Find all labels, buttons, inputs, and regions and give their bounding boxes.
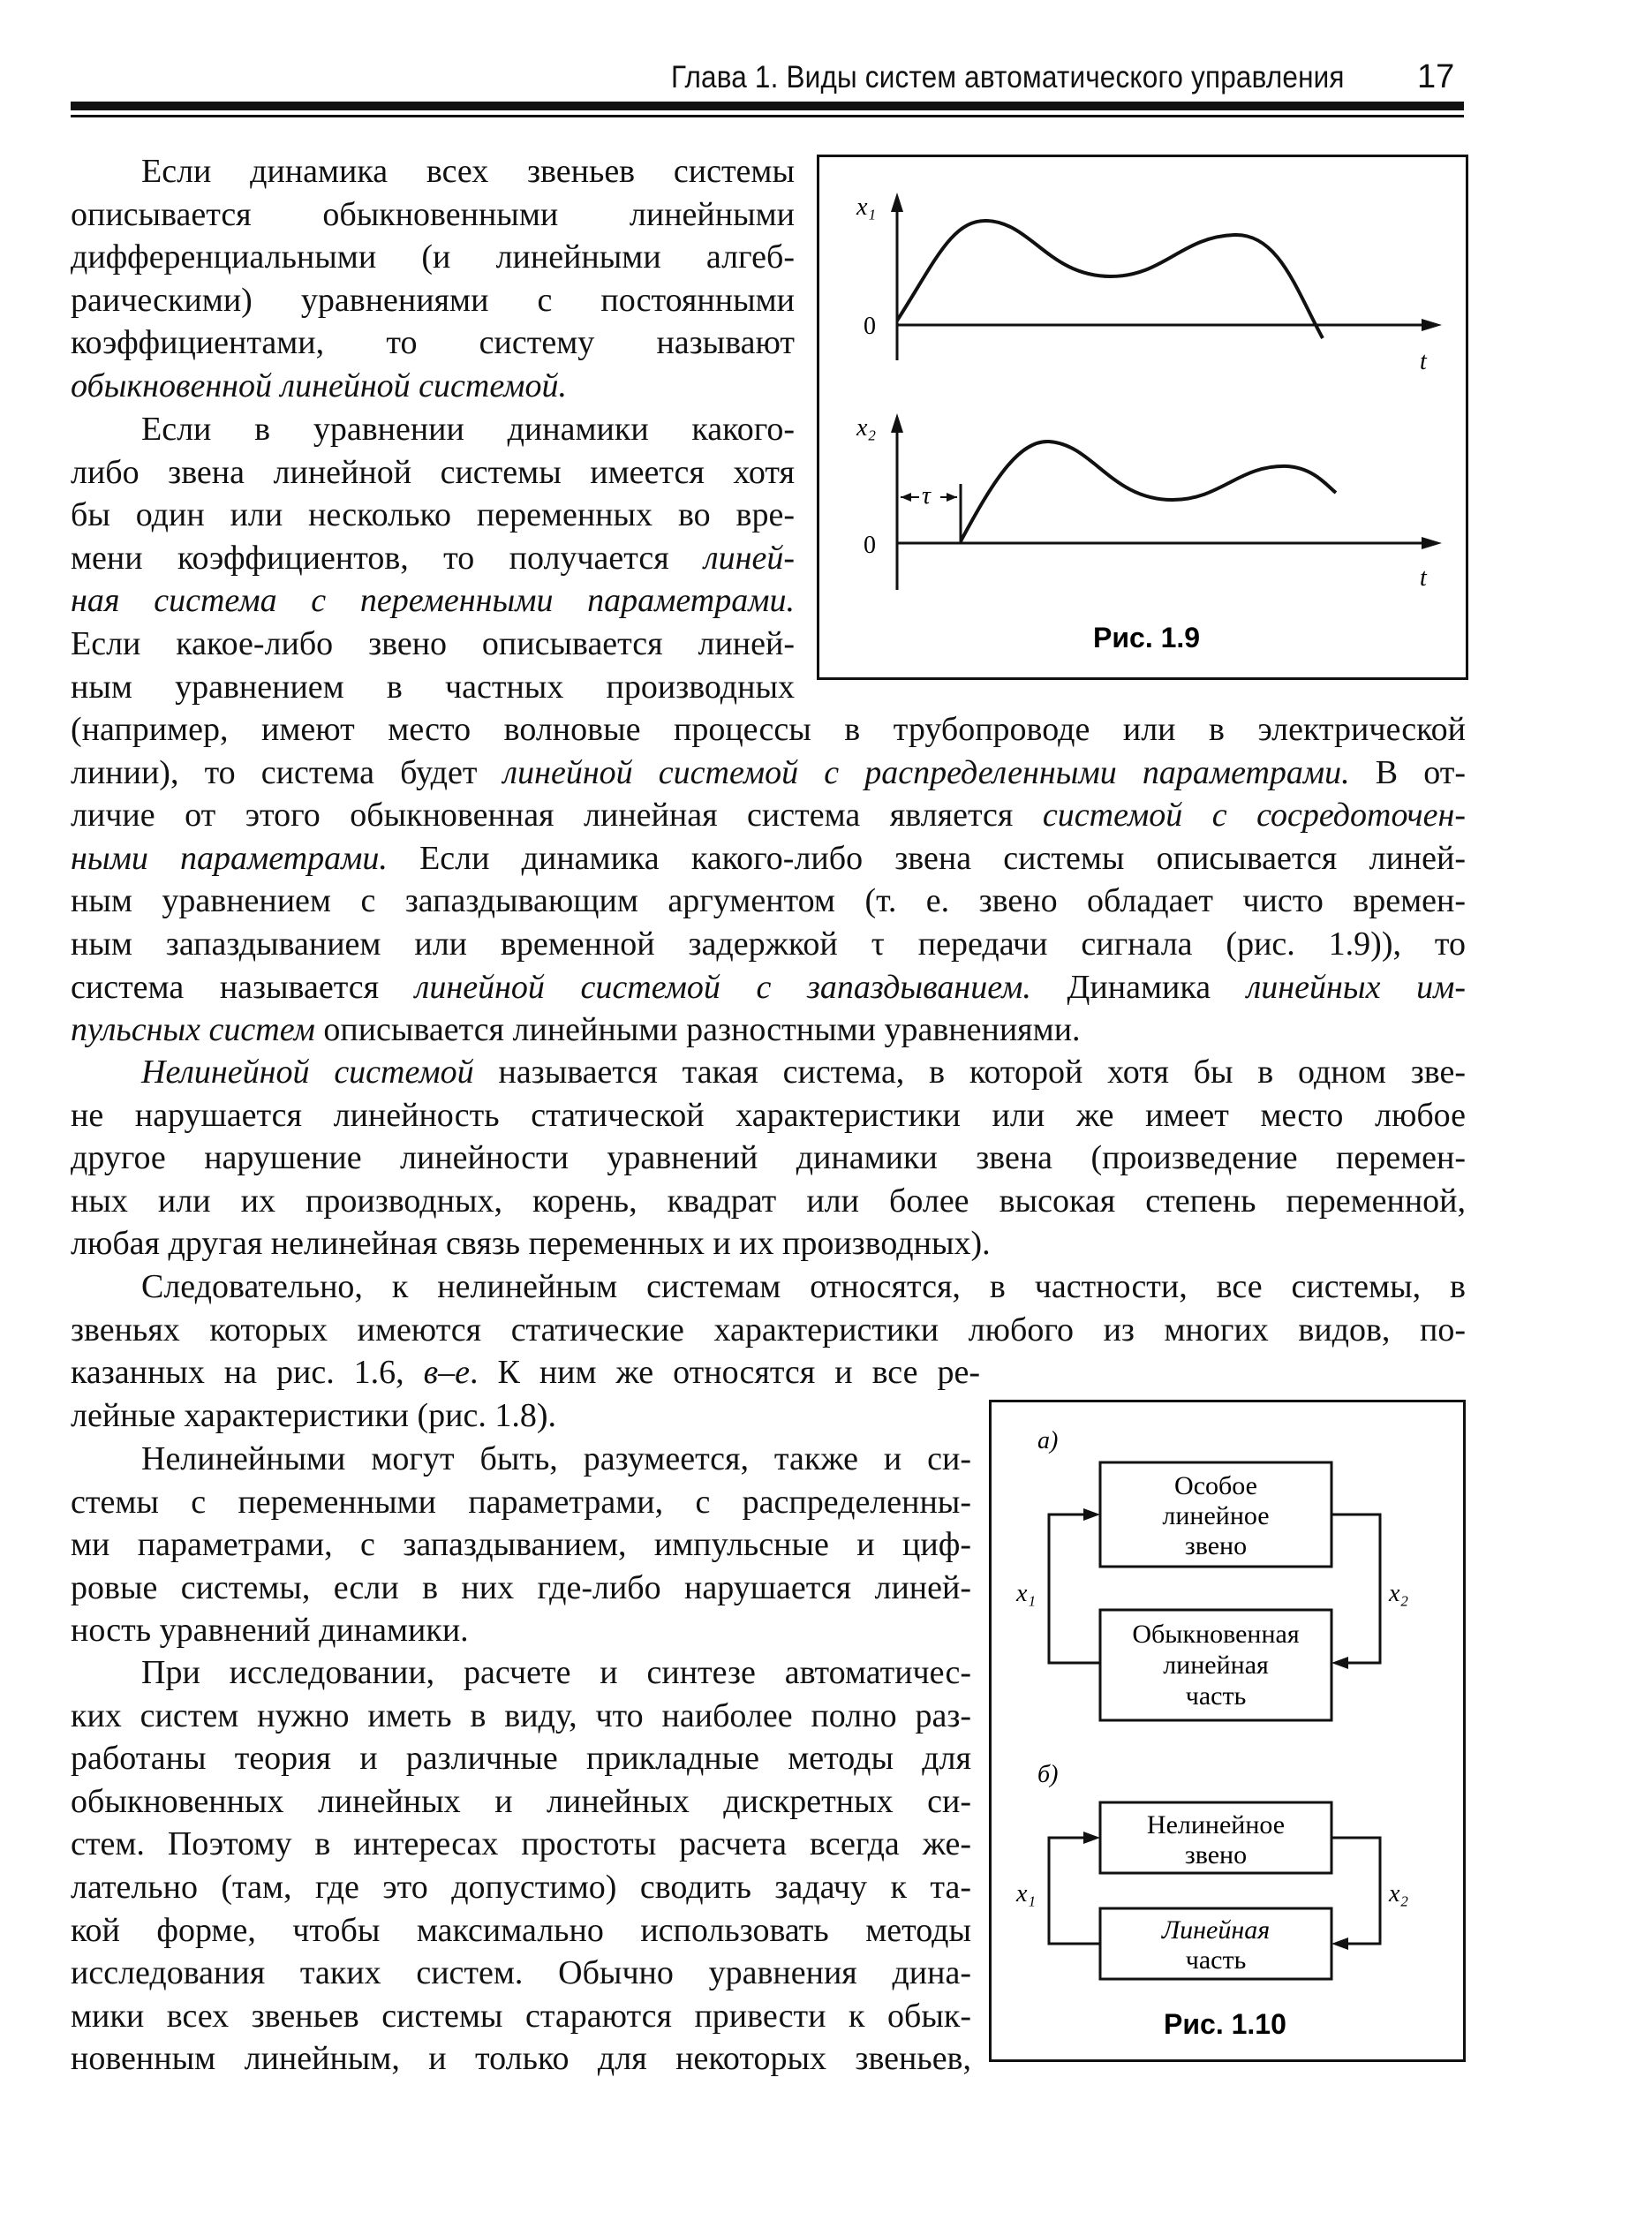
- term-lumped-params: системой с сосредоточен-: [1042, 797, 1466, 835]
- arrow-icon: [891, 193, 903, 212]
- text-line: Если в уравнении динамики какого-: [141, 411, 795, 448]
- text-line: [71, 966, 1466, 1009]
- arrow-icon: [1422, 537, 1442, 549]
- term-distributed-params: линейной системой с распределенными параметрами.: [502, 753, 1350, 791]
- text-line: [71, 837, 1466, 880]
- text-line: [71, 1008, 1466, 1052]
- term-variable-params: ная система с переменными параметрами.: [71, 582, 795, 620]
- text-line: работаны теория и различные прикладные методы для: [71, 1740, 971, 1778]
- arrow-icon: [1422, 319, 1442, 331]
- block-text: Линейная: [1161, 1915, 1271, 1945]
- term-range: в–е: [423, 1354, 471, 1392]
- text-line: При исследовании, расчете и синтезе автоматичес-: [141, 1654, 971, 1691]
- figure-1-9-plot: [819, 157, 1471, 683]
- block-text: Обыкновенная: [1132, 1620, 1300, 1649]
- text-line: Нелинейными могут быть, разумеется, также и си-: [141, 1440, 971, 1477]
- block-text: часть: [1185, 1681, 1247, 1711]
- arrow-icon: [1083, 1832, 1100, 1844]
- paragraph-3: [71, 1051, 1466, 1265]
- text-line: ным уравнением в частных производных: [71, 668, 795, 706]
- text-fragment: линии), то система будет: [71, 753, 503, 791]
- text-line: бы один или несколько переменных во вре-: [71, 496, 795, 534]
- arrow-icon: [1083, 1508, 1100, 1521]
- block-text: линейное: [1162, 1501, 1270, 1530]
- figure-caption: Рис. 1.9: [1093, 622, 1201, 653]
- signal-line-x1: [1049, 1838, 1100, 1944]
- page-number: 17: [1417, 58, 1455, 95]
- figure-1-10: [989, 1400, 1466, 2062]
- block-text: Нелинейное: [1146, 1810, 1286, 1839]
- origin-label: 0: [864, 313, 876, 340]
- text-fragment: Динамика: [1030, 968, 1247, 1006]
- header-rule-thin: [71, 115, 1464, 117]
- origin-label: 0: [864, 532, 876, 559]
- curve-x1: [897, 221, 1323, 338]
- text-line: не нарушается линейность статической характеристики или же имеет место любое: [71, 1096, 1466, 1134]
- text-line: обыкновенных линейных и линейных дискретных си-: [71, 1782, 971, 1820]
- text-fragment: называется такая система, в которой хотя бы в одном зве-: [473, 1054, 1466, 1091]
- curve-x2: [961, 442, 1336, 541]
- header-rule-thick: [71, 102, 1464, 110]
- text-line: раическими) уравнениями с постоянными: [71, 281, 795, 319]
- term-impulse-cont: пульсных систем: [71, 1011, 315, 1049]
- signal-line-x2: [1331, 1515, 1380, 1663]
- term-impulse: линейных им-: [1246, 968, 1466, 1006]
- text-line: любая другая нелинейная связь переменных и их производных).: [71, 1225, 991, 1263]
- text-line: [71, 537, 795, 580]
- text-fragment: В от-: [1349, 753, 1467, 791]
- paragraph-2-full: [71, 708, 1466, 1052]
- text-line: Если динамика всех звеньев системы: [141, 153, 795, 190]
- signal-label-x1: x₁: [1016, 1580, 1037, 1607]
- text-line: лейные характеристики (рис. 1.8).: [71, 1396, 557, 1434]
- text-line: ми параметрами, с запаздыванием, импульсные и циф-: [71, 1526, 971, 1564]
- text-line: ровые системы, если в них где-либо нарушается линей-: [71, 1568, 971, 1606]
- text-line: Если какое-либо звено описывается линей-: [71, 624, 795, 662]
- block-text: звено: [1184, 1840, 1248, 1870]
- paragraph-6: [71, 1651, 971, 2081]
- text-line: лательно (там, где это допустимо) сводить задачу к та-: [71, 1868, 971, 1906]
- term-delay-system: линейной системой с запаздыванием.: [414, 968, 1031, 1006]
- part-a-label: а): [1037, 1427, 1059, 1454]
- text-line: дифференциальными (и линейными алгеб-: [71, 238, 795, 276]
- y-label-x2: x₂: [856, 414, 877, 442]
- signal-label-x2: x₂: [1389, 1880, 1409, 1907]
- text-fragment: Если динамика какого-либо звена системы описывается линей-: [387, 839, 1466, 877]
- text-fragment: казанных на рис. 1.6,: [71, 1354, 424, 1392]
- text-line: Следовательно, к нелинейным системам относятся, в частности, все системы, в: [141, 1268, 1466, 1305]
- signal-line-x2: [1331, 1838, 1380, 1944]
- delay-label-tau: τ: [922, 482, 932, 510]
- arrow-icon: [947, 493, 957, 502]
- running-header-title: Глава 1. Виды систем автоматического управления: [671, 60, 1345, 94]
- paragraph-5: [71, 1438, 971, 1652]
- text-line: либо звена линейной системы имеется хотя: [71, 453, 795, 491]
- signal-label-x2: x₂: [1389, 1580, 1409, 1607]
- term-italic: линей-: [704, 539, 795, 577]
- text-line: ких систем нужно иметь в виду, что наиболее полно раз-: [71, 1696, 971, 1734]
- text-line: звеньях которых имеются статические характеристики любого из многих видов, по-: [71, 1311, 1466, 1348]
- text-line: коэффициентами, то систему называют: [71, 324, 795, 362]
- figure-caption: Рис. 1.10: [1164, 2008, 1286, 2040]
- text-line: ных или их производных, корень, квадрат или более высокая степень переменной,: [71, 1182, 1466, 1220]
- text-line: другое нарушение линейности уравнений динамики звена (произведение перемен-: [71, 1139, 1466, 1177]
- text-fragment: личие от этого обыкновенная линейная система является: [71, 797, 1043, 835]
- term-nonlinear-system: Нелинейной системой: [141, 1054, 474, 1091]
- arrow-icon: [901, 493, 911, 502]
- text-line: стем. Поэтому в интересах простоты расчета всегда же-: [71, 1825, 971, 1863]
- signal-label-x1: x₁: [1016, 1880, 1037, 1907]
- text-line: [71, 794, 1466, 837]
- text-line: новенным линейным, и только для некоторых звеньев,: [71, 2040, 971, 2078]
- text-line: мики всех звеньев системы стараются привести к обык-: [71, 1997, 971, 2035]
- text-line: ным запаздыванием или временной задержкой τ передачи сигнала (рис. 1.9)), то: [71, 925, 1466, 963]
- text-fragment: мени коэффициентов, то получается: [71, 539, 669, 577]
- paragraph-1: [71, 150, 795, 408]
- x-label-t: t: [1420, 564, 1427, 592]
- paragraph-2-narrow: [71, 408, 795, 708]
- figure-1-10-diagram: [992, 1402, 1468, 2065]
- text-line: ным уравнением с запаздывающим аргументом (т. е. звено обладает чисто времен-: [71, 882, 1466, 920]
- text-line: стемы с переменными параметрами, с распределенны-: [71, 1483, 971, 1521]
- block-text: Особое: [1174, 1471, 1257, 1500]
- text-line: ность уравнений динамики.: [71, 1612, 469, 1650]
- arrow-icon: [1331, 1657, 1348, 1669]
- text-line: кой форме, чтобы максимально использовать методы: [71, 1911, 971, 1949]
- arrow-icon: [1331, 1938, 1348, 1950]
- text-line: описывается обыкновенными линейными: [71, 195, 795, 233]
- text-line: [71, 1051, 1466, 1094]
- text-line: (например, имеют место волновые процессы в трубопроводе или в электрической: [71, 711, 1466, 748]
- text-line: [71, 1351, 980, 1394]
- figure-1-9: [817, 155, 1468, 680]
- term-ordinary-linear-system: обыкновенной линейной системой.: [71, 366, 568, 404]
- text-fragment: система называется: [71, 968, 415, 1006]
- text-line: [71, 752, 1466, 795]
- x-label-t: t: [1420, 348, 1427, 375]
- block-text: линейная: [1163, 1651, 1269, 1680]
- part-b-label: б): [1037, 1761, 1059, 1788]
- block-text: часть: [1185, 1945, 1247, 1975]
- arrow-icon: [891, 413, 903, 433]
- block-text: звено: [1184, 1531, 1248, 1560]
- text-fragment: . К ним же относятся и все ре-: [470, 1354, 980, 1392]
- text-fragment: описывается линейными разностными уравнениями.: [314, 1011, 1081, 1049]
- y-label-x1: x₁: [856, 193, 877, 221]
- text-line: исследования таких систем. Обычно уравнения дина-: [71, 1954, 971, 1992]
- term-lumped-params-cont: ными параметрами.: [71, 839, 388, 877]
- signal-line-x1: [1049, 1515, 1100, 1663]
